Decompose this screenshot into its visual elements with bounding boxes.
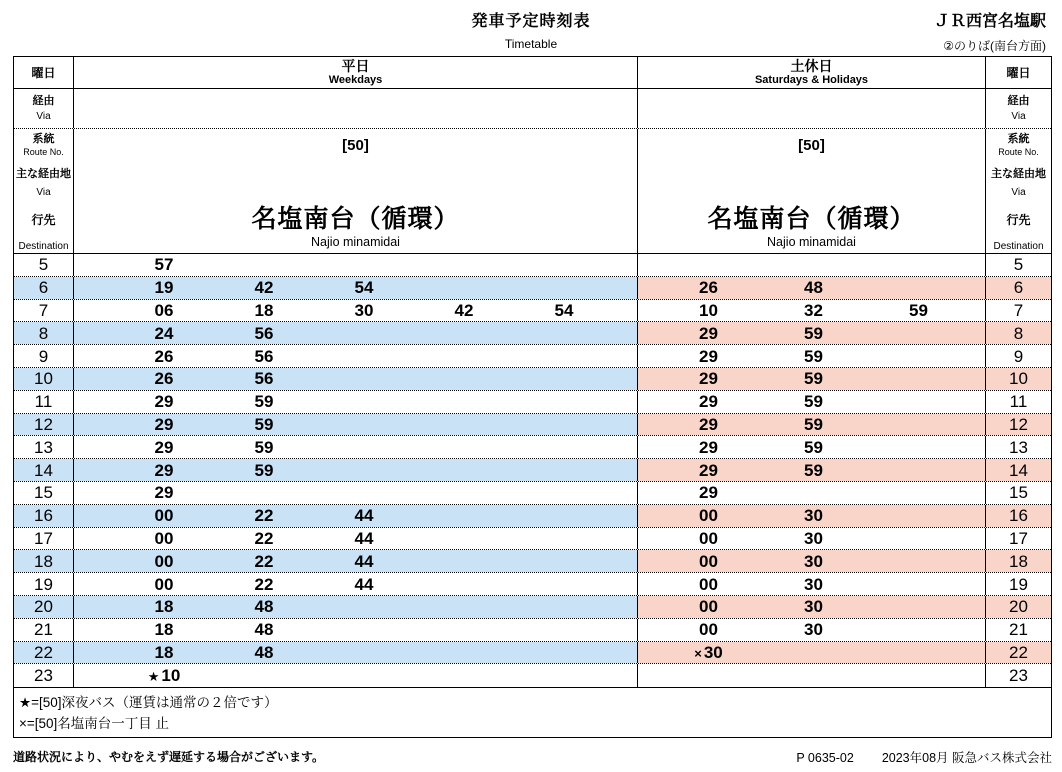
departure-time: 56 bbox=[254, 369, 274, 389]
weekday-destination-en: Najio minamidai bbox=[311, 235, 400, 249]
via-label-left: 経由 Via bbox=[14, 89, 74, 128]
hour-label-left: 12 bbox=[14, 414, 74, 436]
holiday-times bbox=[638, 345, 986, 367]
departure-time: 44 bbox=[354, 574, 374, 594]
holiday-times bbox=[638, 596, 986, 618]
departure-time: 29 bbox=[699, 414, 718, 434]
hour-label-right: 23 bbox=[1009, 666, 1028, 686]
departure-time: 30 bbox=[354, 300, 374, 320]
holiday-times bbox=[638, 414, 986, 436]
weekday-times bbox=[74, 322, 638, 344]
holiday-route-no: [50] bbox=[798, 137, 825, 154]
hour-label-left: 15 bbox=[14, 482, 74, 504]
timetable bbox=[13, 56, 1052, 738]
departure-time: 10 bbox=[699, 300, 718, 320]
weekday-route-dest bbox=[74, 129, 638, 253]
departure-time: 59 bbox=[254, 460, 274, 480]
day-header-row bbox=[14, 57, 1051, 89]
hour-row bbox=[14, 300, 1051, 323]
hour-label-right: 8 bbox=[986, 322, 1051, 344]
hour-label-left: 16 bbox=[14, 505, 74, 527]
holiday-times bbox=[638, 550, 986, 572]
departure-time: ★ 10 bbox=[147, 666, 181, 686]
hour-label-right: 16 bbox=[986, 505, 1051, 527]
hour-row bbox=[14, 459, 1051, 482]
departure-time: 00 bbox=[699, 528, 718, 548]
departure-time: 19 bbox=[154, 278, 174, 298]
departure-time: 42 bbox=[254, 278, 274, 298]
departure-time: 06 bbox=[154, 300, 174, 320]
hour-rows bbox=[14, 254, 1051, 687]
hour-label-left: 23 bbox=[14, 664, 74, 687]
departure-time: 59 bbox=[804, 369, 823, 389]
hour-label-right: 17 bbox=[1009, 528, 1028, 548]
hour-label-left: 14 bbox=[14, 459, 74, 481]
hour-row bbox=[14, 368, 1051, 391]
hour-row bbox=[14, 254, 1051, 277]
holiday-route-dest bbox=[638, 129, 986, 253]
departure-time: 29 bbox=[699, 346, 718, 366]
legend-notes bbox=[14, 687, 1051, 737]
hour-row bbox=[14, 414, 1051, 437]
holiday-times bbox=[638, 436, 986, 458]
hour-label-left: 7 bbox=[14, 300, 74, 322]
departure-time: 30 bbox=[804, 528, 823, 548]
holiday-times bbox=[638, 459, 986, 481]
publication-info bbox=[796, 748, 1052, 766]
hour-label-right: 18 bbox=[986, 550, 1051, 572]
hour-label-left: 22 bbox=[14, 642, 74, 664]
page-header bbox=[0, 8, 1062, 51]
weekday-times bbox=[74, 664, 638, 687]
departure-time: 00 bbox=[154, 574, 174, 594]
departure-time: 18 bbox=[154, 597, 174, 617]
departure-time: 56 bbox=[254, 323, 274, 343]
holiday-times bbox=[638, 391, 986, 413]
weekday-times bbox=[74, 505, 638, 527]
route-labels-right: 系統 Route No. 主な経由地 Via 行先 Destination bbox=[991, 133, 1046, 252]
departure-time: 22 bbox=[254, 574, 274, 594]
hour-row bbox=[14, 619, 1051, 642]
departure-time: 00 bbox=[154, 506, 174, 526]
holiday-label-jp: 土休日 bbox=[790, 57, 833, 74]
hour-label-left: 11 bbox=[14, 391, 74, 413]
departure-time: 29 bbox=[154, 392, 174, 412]
holiday-times bbox=[638, 368, 986, 390]
delay-caution: 道路状況により、やむをえず遅延する場合がございます。 bbox=[13, 750, 325, 764]
hour-label-right: 20 bbox=[986, 596, 1051, 618]
holiday-label-en: Saturdays & Holidays bbox=[754, 73, 869, 86]
weekday-times bbox=[74, 482, 638, 504]
holiday-times bbox=[638, 322, 986, 344]
note-short-turn: ×=[50]名塩南台一丁目 止 bbox=[19, 716, 170, 732]
hour-label-left: 9 bbox=[14, 345, 74, 367]
hour-row bbox=[14, 528, 1051, 551]
departure-time: 29 bbox=[699, 369, 718, 389]
departure-time: 00 bbox=[699, 597, 718, 617]
holiday-times bbox=[638, 254, 986, 276]
departure-time: 59 bbox=[254, 392, 274, 412]
holiday-times bbox=[638, 482, 986, 504]
departure-time: 59 bbox=[804, 414, 823, 434]
hour-row bbox=[14, 550, 1051, 573]
departure-time: 59 bbox=[804, 437, 823, 457]
weekday-times bbox=[74, 528, 638, 550]
departure-time: 00 bbox=[699, 551, 718, 571]
departure-time: 44 bbox=[354, 528, 374, 548]
holiday-via-cell bbox=[638, 89, 986, 128]
hour-row bbox=[14, 345, 1051, 368]
holiday-times bbox=[638, 528, 986, 550]
holiday-destination-en: Najio minamidai bbox=[767, 235, 856, 249]
weekday-times bbox=[74, 436, 638, 458]
departure-time: 22 bbox=[254, 506, 274, 526]
short-turn-marker: × bbox=[694, 645, 702, 661]
holiday-times bbox=[638, 505, 986, 527]
hour-label-left: 5 bbox=[14, 254, 74, 276]
holiday-times bbox=[638, 573, 986, 595]
hour-label-left: 10 bbox=[14, 368, 74, 390]
station-name: ＪＲ西宮名塩駅 bbox=[933, 13, 1046, 30]
departure-time: 29 bbox=[699, 483, 718, 503]
hour-label-right: 19 bbox=[1009, 574, 1028, 594]
departure-time: 26 bbox=[154, 346, 174, 366]
weekday-destination-jp: 名塩南台（循環） bbox=[251, 205, 460, 233]
station-block bbox=[934, 8, 1046, 54]
hour-label-left: 17 bbox=[14, 528, 74, 550]
departure-time: 18 bbox=[154, 620, 174, 640]
weekday-times bbox=[74, 459, 638, 481]
departure-time: 29 bbox=[154, 483, 174, 503]
weekday-times bbox=[74, 300, 638, 322]
via-header-row bbox=[14, 89, 1051, 129]
departure-time: 29 bbox=[699, 437, 718, 457]
publication-code: P 0635-02 bbox=[796, 751, 854, 765]
departure-time: 29 bbox=[154, 437, 174, 457]
hour-row bbox=[14, 642, 1051, 665]
departure-time: 59 bbox=[804, 346, 823, 366]
weekday-day-header bbox=[74, 57, 638, 88]
departure-time: 30 bbox=[804, 620, 823, 640]
holiday-day-header bbox=[638, 57, 986, 88]
departure-time: 00 bbox=[699, 620, 718, 640]
weekday-via-cell bbox=[74, 89, 638, 128]
page-subtitle: Timetable bbox=[504, 37, 558, 51]
day-label-left: 曜日 bbox=[14, 57, 74, 88]
holiday-destination-jp: 名塩南台（循環） bbox=[707, 205, 916, 233]
holiday-times bbox=[638, 619, 986, 641]
page-footer bbox=[13, 748, 1052, 766]
weekday-times bbox=[74, 391, 638, 413]
departure-time: 22 bbox=[254, 551, 274, 571]
departure-time: 26 bbox=[699, 278, 718, 298]
departure-time: 18 bbox=[154, 642, 174, 662]
departure-time: 44 bbox=[354, 551, 374, 571]
route-labels-left: 系統 Route No. 主な経由地 Via 行先 Destination bbox=[14, 129, 74, 253]
departure-time: 59 bbox=[254, 414, 274, 434]
hour-label-right: 9 bbox=[1013, 346, 1024, 366]
hour-label-right: 21 bbox=[1009, 620, 1028, 640]
departure-time: 48 bbox=[804, 278, 823, 298]
hour-row bbox=[14, 573, 1051, 596]
departure-time: 56 bbox=[254, 346, 274, 366]
departure-time: 00 bbox=[154, 551, 174, 571]
departure-time: 48 bbox=[254, 597, 274, 617]
hour-label-left: 21 bbox=[14, 619, 74, 641]
hour-row bbox=[14, 391, 1051, 414]
departure-time: 29 bbox=[699, 460, 718, 480]
hour-row bbox=[14, 436, 1051, 459]
hour-label-right: 10 bbox=[986, 368, 1051, 390]
route-header-row bbox=[14, 129, 1051, 254]
weekday-times bbox=[74, 345, 638, 367]
departure-time: 59 bbox=[804, 392, 823, 412]
departure-time: 00 bbox=[154, 528, 174, 548]
hour-row bbox=[14, 664, 1051, 687]
departure-time: 29 bbox=[699, 323, 718, 343]
hour-label-right: 5 bbox=[1013, 255, 1024, 275]
holiday-times bbox=[638, 642, 986, 664]
weekday-times bbox=[74, 368, 638, 390]
hour-label-right: 15 bbox=[1009, 483, 1028, 503]
hour-row bbox=[14, 482, 1051, 505]
hour-row bbox=[14, 505, 1051, 528]
departure-time: 32 bbox=[804, 300, 823, 320]
weekday-label-jp: 平日 bbox=[341, 57, 370, 74]
departure-time: 24 bbox=[154, 323, 174, 343]
weekday-route-no: [50] bbox=[342, 137, 369, 154]
departure-time: 59 bbox=[804, 460, 823, 480]
departure-time: 30 bbox=[804, 597, 823, 617]
hour-label-right: 12 bbox=[986, 414, 1051, 436]
hour-label-right: 22 bbox=[986, 642, 1051, 664]
hour-label-right: 13 bbox=[1009, 437, 1028, 457]
hour-row bbox=[14, 322, 1051, 345]
day-label-right: 曜日 bbox=[1006, 66, 1031, 80]
weekday-times bbox=[74, 414, 638, 436]
departure-time: 48 bbox=[254, 620, 274, 640]
hour-label-left: 19 bbox=[14, 573, 74, 595]
departure-time: 00 bbox=[699, 506, 718, 526]
hour-row bbox=[14, 277, 1051, 300]
platform-info: ②のりば(南台方面) bbox=[943, 39, 1046, 53]
holiday-times bbox=[638, 277, 986, 299]
departure-time: 30 bbox=[804, 506, 823, 526]
departure-time: 29 bbox=[699, 392, 718, 412]
weekday-times bbox=[74, 550, 638, 572]
weekday-times bbox=[74, 619, 638, 641]
page-title: 発車予定時刻表 bbox=[471, 13, 591, 30]
weekday-times bbox=[74, 596, 638, 618]
departure-time: 00 bbox=[699, 574, 718, 594]
weekday-times bbox=[74, 573, 638, 595]
title-block bbox=[0, 8, 1062, 51]
note-midnight-bus: ★=[50]深夜バス（運賃は通常の２倍です） bbox=[19, 695, 278, 711]
departure-time: 59 bbox=[804, 323, 823, 343]
hour-label-right: 7 bbox=[1013, 300, 1024, 320]
departure-time: 44 bbox=[354, 506, 374, 526]
weekday-times bbox=[74, 277, 638, 299]
departure-time: × 30 bbox=[694, 642, 723, 662]
hour-label-left: 6 bbox=[14, 277, 74, 299]
departure-time: 59 bbox=[254, 437, 274, 457]
departure-time: 54 bbox=[354, 278, 374, 298]
departure-time: 48 bbox=[254, 642, 274, 662]
departure-time: 22 bbox=[254, 528, 274, 548]
departure-time: 57 bbox=[154, 255, 174, 275]
holiday-times bbox=[638, 300, 986, 322]
via-label-right: 経由 Via bbox=[1007, 94, 1030, 122]
hour-row bbox=[14, 596, 1051, 619]
departure-time: 30 bbox=[804, 551, 823, 571]
weekday-times bbox=[74, 642, 638, 664]
holiday-times bbox=[638, 664, 986, 687]
hour-label-left: 20 bbox=[14, 596, 74, 618]
departure-time: 29 bbox=[154, 460, 174, 480]
departure-time: 30 bbox=[804, 574, 823, 594]
departure-time: 59 bbox=[909, 300, 928, 320]
publication-date-company: 2023年08月 阪急バス株式会社 bbox=[881, 751, 1052, 765]
hour-label-left: 13 bbox=[14, 436, 74, 458]
departure-time: 54 bbox=[554, 300, 574, 320]
weekday-times bbox=[74, 254, 638, 276]
departure-time: 29 bbox=[154, 414, 174, 434]
hour-label-left: 8 bbox=[14, 322, 74, 344]
hour-label-right: 6 bbox=[986, 277, 1051, 299]
departure-time: 18 bbox=[254, 300, 274, 320]
departure-time: 26 bbox=[154, 369, 174, 389]
hour-label-left: 18 bbox=[14, 550, 74, 572]
weekday-label-en: Weekdays bbox=[328, 73, 383, 86]
midnight-bus-marker: ★ bbox=[147, 669, 160, 685]
hour-label-right: 14 bbox=[986, 459, 1051, 481]
hour-label-right: 11 bbox=[1009, 392, 1028, 412]
departure-time: 42 bbox=[454, 300, 474, 320]
